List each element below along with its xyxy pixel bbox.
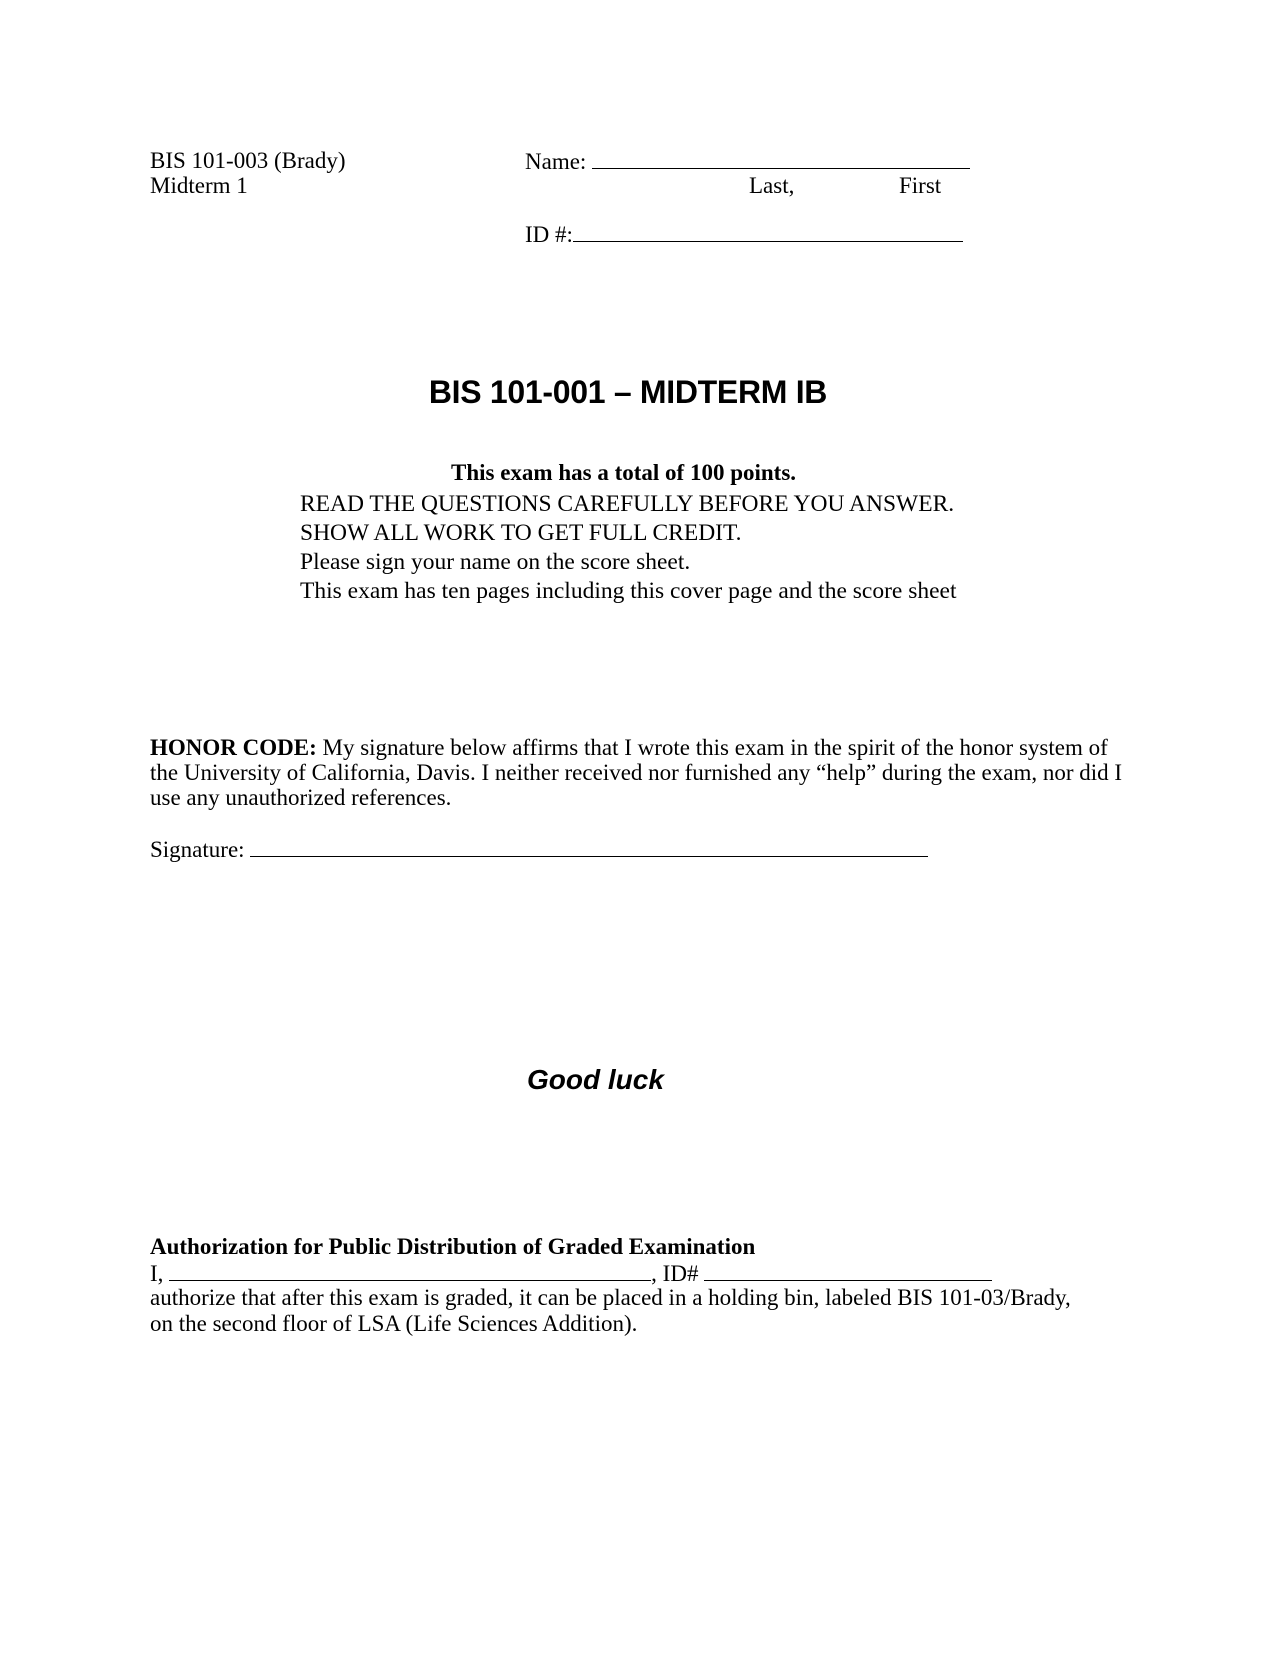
id-row xyxy=(525,221,963,248)
name-field[interactable] xyxy=(592,148,970,169)
id-label: ID #: xyxy=(525,222,573,247)
signature-row xyxy=(150,836,928,863)
page-title-text: BIS 101-001 – MIDTERM IB xyxy=(428,374,828,410)
authorization-id-label: , ID# xyxy=(651,1261,699,1286)
exam-label: Midterm 1 xyxy=(150,173,248,198)
authorization-heading: Authorization for Public Distribution of Graded Examination xyxy=(150,1234,756,1259)
authorization-name-field[interactable] xyxy=(169,1260,651,1281)
name-label: Name: xyxy=(525,149,587,174)
instruction-line: READ THE QUESTIONS CAREFULLY BEFORE YOU ANSWER. xyxy=(300,491,955,517)
instruction-line: This exam has ten pages including this cover page and the score sheet xyxy=(300,578,957,604)
signature-field[interactable] xyxy=(250,836,928,857)
last-label: Last, xyxy=(749,173,795,198)
authorization-id-field[interactable] xyxy=(704,1260,992,1281)
honor-code-label: HONOR CODE: xyxy=(150,735,317,760)
authorization-i-label: I, xyxy=(150,1261,164,1286)
authorization-text: authorize that after this exam is graded, it can be placed in a holding bin, labeled BIS 101-03/Brady, on the second floor of LSA (Life Sciences Addition). xyxy=(150,1285,1071,1336)
id-field[interactable] xyxy=(573,221,963,242)
instruction-line: Please sign your name on the score sheet. xyxy=(300,549,691,575)
good-luck: Good luck xyxy=(527,1064,664,1095)
honor-code xyxy=(150,735,1135,810)
first-label: First xyxy=(899,173,942,198)
course-label: BIS 101-003 (Brady) xyxy=(150,148,346,173)
name-row xyxy=(525,148,970,175)
points-note: This exam has a total of 100 points. xyxy=(451,460,797,485)
honor-code-text: My signature below affirms that I wrote this exam in the spirit of the honor system of the University of California, Davis. I neither received nor furnished any “help” during the exam, nor did I use any unauthorized references. xyxy=(150,735,1123,810)
signature-label: Signature: xyxy=(150,837,245,862)
instructions-block xyxy=(300,490,957,606)
authorization-name-row xyxy=(150,1260,992,1287)
instruction-line: SHOW ALL WORK TO GET FULL CREDIT. xyxy=(300,520,742,546)
page-title xyxy=(0,374,1280,411)
